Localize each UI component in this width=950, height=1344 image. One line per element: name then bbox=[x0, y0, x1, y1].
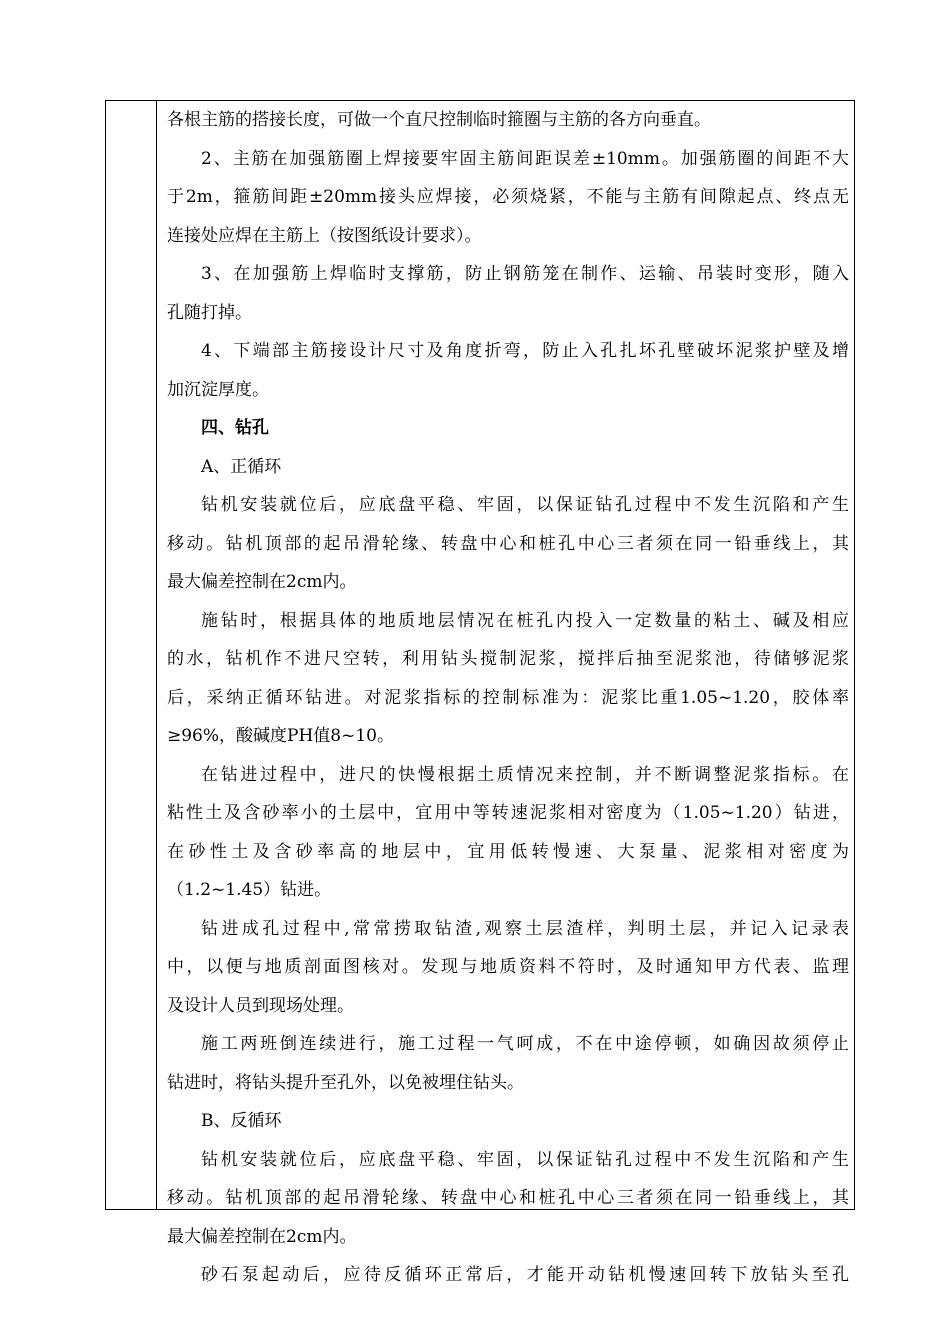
text-line: 4、下端部主筋接设计尺寸及角度折弯，防止入孔扎坏孔壁破坏泥浆护壁及增 bbox=[201, 341, 849, 361]
document-table bbox=[105, 100, 855, 1285]
text-line: 最大偏差控制在2cm内。 bbox=[167, 1226, 357, 1247]
text-line: 钻机安装就位后，应底盘平稳、牢固，以保证钻孔过程中不发生沉陷和产生 bbox=[201, 495, 849, 515]
text-line: 2、主筋在加强筋圈上焊接要牢固主筋间距误差±10mm。加强筋圈的间距不大 bbox=[201, 148, 849, 169]
text-line: 粘性土及含砂率小的土层中，宜用中等转速泥浆相对密度为（1.05~1.20）钻进， bbox=[167, 803, 849, 823]
table-left-column bbox=[106, 101, 157, 1209]
text-line: （1.2~1.45）钻进。 bbox=[167, 880, 332, 900]
text-line: 各根主筋的搭接长度，可做一个直尺控制临时箍圈与主筋的各方向垂直。 bbox=[167, 110, 711, 130]
text-line: 在砂性土及含砂率高的地层中，宜用低转慢速、大泵量、泥浆相对密度为 bbox=[167, 841, 849, 862]
text-line: 加沉淀厚度。 bbox=[167, 379, 269, 400]
text-line: 孔随打掉。 bbox=[167, 302, 252, 323]
text-line: 施钻时，根据具体的地质地层情况在桩孔内投入一定数量的粘土、碱及相应 bbox=[201, 610, 849, 631]
text-line: 移动。钻机顶部的起吊滑轮缘、转盘中心和桩孔中心三者须在同一铅垂线上，其 bbox=[167, 533, 849, 554]
text-line: 中，以便与地质剖面图核对。发现与地质资料不符时，及时通知甲方代表、监理 bbox=[167, 957, 849, 977]
text-line: 移动。钻机顶部的起吊滑轮缘、转盘中心和桩孔中心三者须在同一铅垂线上，其 bbox=[167, 1188, 849, 1208]
text-line: 连接处应焊在主筋上（按图纸设计要求）。 bbox=[167, 225, 482, 246]
text-line: 钻机安装就位后，应底盘平稳、牢固，以保证钻孔过程中不发生沉陷和产生 bbox=[201, 1149, 849, 1170]
text-line: 钻进成孔过程中,常常捞取钻渣,观察土层渣样，判明土层，并记入记录表 bbox=[201, 918, 849, 939]
section-heading: 四、钻孔 bbox=[201, 418, 269, 438]
text-line: 3、在加强筋上焊临时支撑筋，防止钢筋笼在制作、运输、吊装时变形，随入 bbox=[201, 264, 849, 284]
table-content-cell bbox=[167, 101, 849, 1295]
text-line: 钻进时，将钻头提升至孔外，以免被埋住钻头。 bbox=[167, 1072, 524, 1093]
text-line: ≥96%，酸碱度PH值8~10。 bbox=[167, 726, 394, 746]
text-line: 后，采纳正循环钻进。对泥浆指标的控制标准为：泥浆比重1.05~1.20，胶体率 bbox=[167, 687, 849, 708]
text-line: 在钻进过程中，进尺的快慢根据土质情况来控制，并不断调整泥浆指标。在 bbox=[201, 764, 849, 785]
text-line: 及设计人员到现场处理。 bbox=[167, 995, 354, 1016]
text-line: 施工两班倒连续进行，施工过程一气呵成，不在中途停顿，如确因故须停止 bbox=[201, 1034, 849, 1054]
text-line: 最大偏差控制在2cm内。 bbox=[167, 572, 357, 592]
text-line: 砂石泵起动后，应待反循环正常后，才能开动钻机慢速回转下放钻头至孔 bbox=[201, 1265, 849, 1285]
text-line: 于2m，箍筋间距±20mm接头应焊接，必须烧紧，不能与主筋有间隙起点、终点无 bbox=[167, 187, 849, 207]
text-line: B、反循环 bbox=[201, 1111, 282, 1131]
text-line: 的水，钻机作不进尺空转，利用钻头搅制泥浆，搅拌后抽至泥浆池，待储够泥浆 bbox=[167, 649, 849, 669]
text-line: A、正循环 bbox=[201, 456, 282, 477]
